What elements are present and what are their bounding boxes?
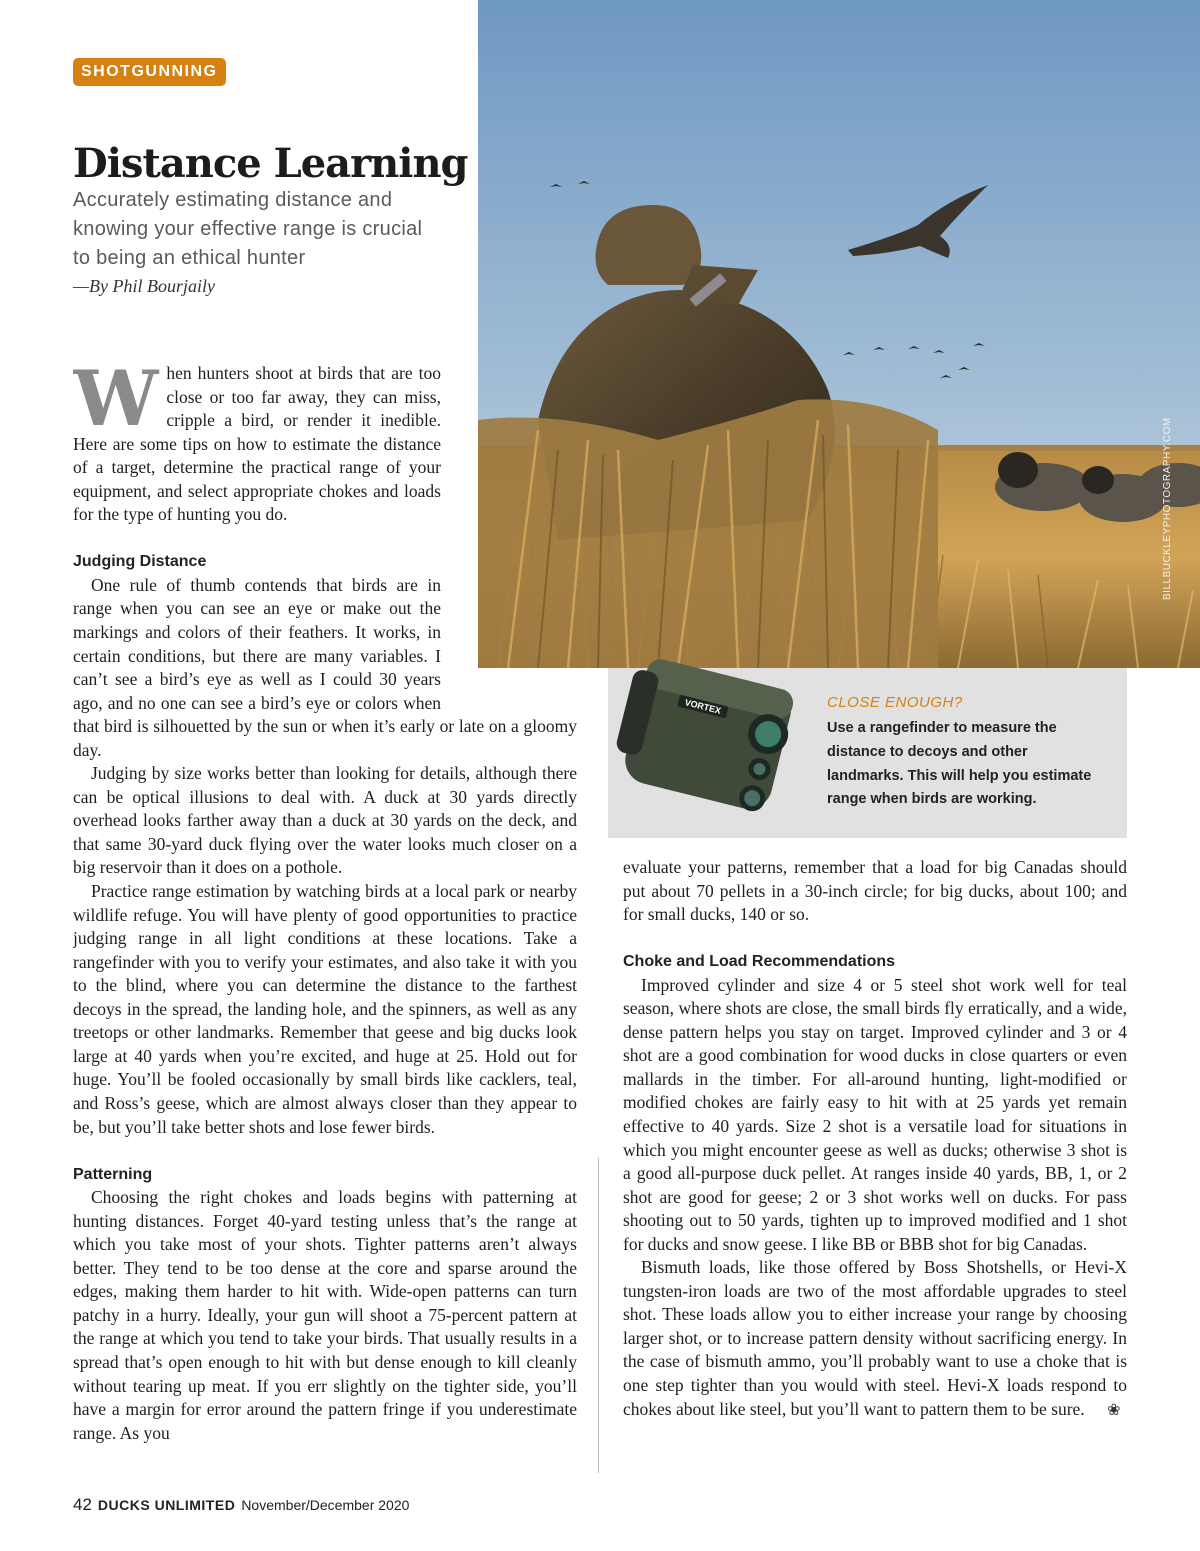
photo-wrap-spacer: [441, 362, 577, 694]
magazine-name: DUCKS UNLIMITED: [97, 1497, 236, 1513]
article-column-left: [73, 362, 577, 1472]
article-column-right: [623, 856, 1127, 1466]
judging-paragraph-1: One rule of thumb contends that birds are in range when you can see an eye or make out the markings and colors of their feathers. It works, in certain conditions, but there are many variables. I can’t see a bird’s eye as well as I could 30 years ago, and no one can see a bird’s eye or colors when that bird is silhouetted by the sun or when it’s early or late on a gloomy day.: [73, 574, 577, 760]
drop-cap: W: [73, 362, 159, 443]
caption-text: Use a rangefinder to measure the distance to decoys and other landmarks. This will help you estimate range when birds are working.: [827, 720, 1092, 808]
patterning-paragraph-1: Choosing the right chokes and loads begins with patterning at hunting distances. Forget 40-yard testing unless that’s the range at which you take most of your shots. Tighter patterns aren’t always better. They tend to be too dense at the core and sparse around the edges, making them harder to hit with. Wide-open patterns can turn patchy in a hurry. Ideally, your gun will shoot a 75-percent pattern at the range at which you tend to take your birds. That usually results in a spread that’s open enough to hit with but dense enough to kill cleanly without tearing up meat. If you err slightly on the tighter side, you’ll have a margin for error around the pattern fringe if you underestimate range. As you: [73, 1187, 577, 1443]
page-number: 42: [73, 1495, 92, 1514]
issue-date: November/December 2020: [241, 1497, 410, 1513]
end-mark-icon: ❀: [1107, 1401, 1121, 1419]
photo-credit: BILLBUCKLEYPHOTOGRAPHY.COM: [1162, 417, 1173, 600]
heading-patterning: Patterning: [73, 1165, 153, 1183]
heading-judging-distance: Judging Distance: [73, 553, 207, 571]
rangefinder-image: [608, 648, 808, 848]
intro-text: hen hunters shoot at birds that are too close or too far away, they can miss, cripple a bird, or render it inedible. Here are some tips on how to estimate the distance of a target, determine the practical range of your equipment, and select appropriate chokes and loads for the type of hunting you do.: [73, 363, 441, 525]
choke-paragraph-1: Improved cylinder and size 4 or 5 steel shot work well for teal season, where shots are close, the small birds fly erratically, and a wide, dense pattern helps you stay on target. Improved cylinder and 3 or 4 shot are a good combination for wood ducks in close quarters or even mallards in the timber. For all-around hunting, light-modified or modified chokes are fairly easy to hit with at 25 yards yet remain effective to 40 yards. Size 2 shot is a versatile load for situations in which you might encounter geese as well as ducks; otherwise 3 shot is a good all-purpose duck pellet. At ranges inside 40 yards, BB, 1, or 2 shot are good for geese; 2 or 3 shot works well on ducks. For pass shooting out to 50 yards, tighten up to improved modified and 1 shot for ducks and snow geese. I like BB or BBB shot for big Canadas.: [623, 974, 1127, 1254]
patterning-continuation: evaluate your patterns, remember that a load for big Canadas should put about 70 pellets in a 30-inch circle; for big ducks, about 100; and for small ducks, 140 or so.: [623, 857, 1127, 925]
judging-paragraph-2: Judging by size works better than looking for details, although there can be optical illusions to deal with. A duck at 30 yards directly overhead looks farther away than a duck at 30 yards on the deck, and that same 30-yard duck flying over the water looks much closer on a big reservoir than it does on a pothole.: [73, 763, 577, 878]
hero-photo: [478, 0, 1200, 668]
rangefinder-brand: VORTEX: [683, 697, 723, 716]
column-divider: [598, 1158, 599, 1473]
choke-paragraph-2-text: Bismuth loads, like those offered by Boss Shotshells, or Hevi-X tungsten-iron loads are two of the most affordable upgrades to steel shot. These loads allow you to either increase your range by choosing larger shot, or to increase pattern density without sacrificing energy. In the case of bismuth ammo, you’ll probably want to use a choke that is one step tighter than you would with steel. Hevi-X loads respond to chokes about like steel, but you’ll want to pattern them to be sure.: [623, 1257, 1127, 1419]
dek: Accurately estimating distance and knowing your effective range is crucial to being an ethical hunter: [73, 189, 423, 269]
judging-paragraph-3: Practice range estimation by watching birds at a local park or nearby wildlife refuge. You will have plenty of good opportunities to practice judging range in all light conditions at these locations. Take a rangefinder with you to verify your estimates, and also take it with you to the blind, where you can determine the distance to the farthest decoys in the spread, the landing hole, and the spinners, as well as any treetops or other landmarks. Remember that geese and big ducks look large at 40 yards when you’re excited, and huge at 25. Hold out for huge. You’ll be fooled occasionally by small birds like cacklers, teal, and Ross’s geese, which are almost always closer than they appear to be, but you’ll take better shots and lose fewer birds.: [73, 881, 577, 1137]
heading-choke-load: Choke and Load Recommendations: [623, 953, 896, 971]
section-tag: SHOTGUNNING: [73, 58, 226, 86]
byline: —By Phil Bourjaily: [73, 276, 215, 296]
headline: Distance Learning: [73, 140, 468, 187]
choke-paragraph-2: [623, 1256, 1127, 1422]
folio: [73, 1495, 409, 1515]
caption-title: CLOSE ENOUGH?: [827, 694, 963, 711]
